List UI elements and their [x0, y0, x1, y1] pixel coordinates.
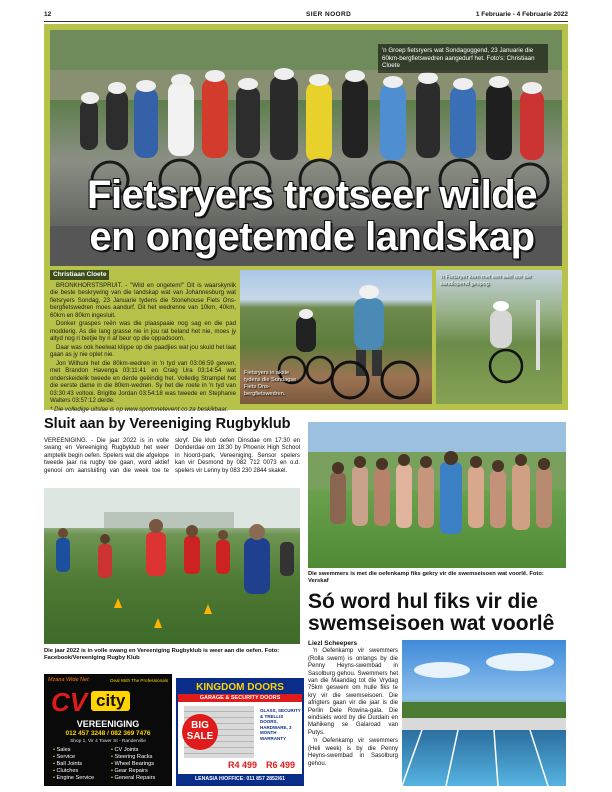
service-item: • Sales	[53, 747, 94, 754]
rugby-article: VEREENIGING. - Die jaar 2022 is in volle swang en Vereeniging Rugbyklub het weer amptelik begin oefen. Spelers wat die afgelope tweede jaar na rugby toe gaan, word aktief genooi om aansluiting van die week toe te skryf. Die klub oefen Dinsdae om 17:30 en Donderdae om 18:30 by Phoenix High School in Noord-park, Vereeniging. Sensor spelers kan vir Desmond by 082 712 0073 en o.d. spelers vir Lenny by 083 230 2844 skakel.	[44, 438, 300, 474]
price-2: R6 499	[266, 760, 296, 770]
swimming-pool-photo	[402, 640, 566, 786]
headline-line-1: Fietsryers trotseer wilde	[87, 173, 537, 217]
headline-line-2: en ongetemde landskap	[89, 215, 535, 259]
logo-city-text: city	[91, 691, 130, 711]
cyclists-action-photo	[240, 270, 432, 404]
cyclist-sand-illustration	[436, 270, 562, 404]
rugby-headline: Sluit aan by Vereeniging Rugbyklub	[44, 416, 291, 432]
big-sale-badge: BIG SALE	[182, 714, 218, 750]
cyclist-sand-photo	[436, 270, 562, 404]
service-item: • CV Joints	[111, 747, 155, 754]
kingdom-doors-advert	[176, 678, 304, 786]
lead-headline	[62, 174, 562, 258]
swim-paragraph: 'n Oefenkamp vir swemmers (Rolla swem) is onlangs by die Penny Heyns-swembad in Sasolburg gehou. Swemmers het van die Maandag tot die Vrydag 75km geswem om hulle fiks te kry vir die swemseisoen. Die afrigters gaan vir die jaar is die Perlin Dele Rowina-gala. Die eindsiels word by die Durdain en Mahikeng se Galaroad van Putys.	[308, 648, 398, 736]
lead-body	[50, 270, 236, 413]
swimmers-group-illustration	[308, 422, 566, 568]
service-item: • General Repairs	[111, 775, 155, 782]
ad-brand: KINGDOM DOORS	[178, 680, 302, 694]
photo3-caption: 'n Fietsryer kom met een wiel oor die sandlopend gespog.	[440, 274, 532, 287]
service-item: • Wheel Bearings	[111, 761, 155, 768]
ad-office-phone: LENASIA H/OFFICE: 011 857 2852/61	[178, 774, 302, 784]
swim-author: Liezl Scheepers	[308, 640, 358, 647]
lead-photo-caption: 'n Groep fietsryers wat Sondagoggend, 23 Januarie die 60km-bergfietswedren aangedurf het. Foto's: Christiaan Cloete	[378, 44, 548, 73]
lead-story	[44, 24, 568, 413]
byline: Christiaan Cloete	[50, 270, 109, 280]
paper-name: SIER NOORD	[306, 11, 352, 18]
service-item: • Clutches	[53, 768, 94, 775]
photo2-caption: Fietsryers in aksie tydens die Sondagse Fiets Ons-bergfietswedren.	[244, 370, 297, 397]
lead-paragraph: Jon Wilhuni het die 80km-wedren in 'n tyd van 03:06:59 gewen, met Brandon Havenga 03:11:41 en Craig Ura 03:14:54 wat onderskeidelik tweede en derde geëindig het. Volledig Strampel het die eerste dame in die 80km-wedren. Sy het die roete in 'n tyd van 03:30:43 voltooi. Brigitte Jordan 03:54:18 was tweede en Stephanie Walters 03:57:12 derde.	[50, 359, 236, 404]
service-item: • Gear Repairs	[111, 768, 155, 775]
ad-tagline: Mzana Wide Net	[48, 677, 89, 683]
results-note: * Die volledige uitslae is op www.sportonetevent.co.za beskikbaar.	[50, 405, 229, 413]
pool-illustration	[402, 640, 566, 786]
service-item: • Service	[53, 754, 94, 761]
ad-slogan: Deal With The Professionals	[110, 678, 168, 683]
service-item: • Steering Racks	[111, 754, 155, 761]
service-item: • Ball Joints	[53, 761, 94, 768]
price-1: R4 499	[228, 760, 258, 770]
ad-subtitle: GARAGE & SECURITY DOORS	[178, 694, 302, 702]
ad-town: VEREENIGING	[76, 719, 140, 729]
page-number: 12	[44, 11, 52, 18]
services-list-left	[53, 747, 94, 782]
folio-header	[44, 10, 568, 22]
issue-date: 1 Februarie - 4 Februarie 2022	[475, 11, 568, 18]
ad-address: Shop 1, Vir 4 Tower St - Randerville	[70, 739, 146, 744]
lead-paragraph: Daar was ook heelwat klippe op die paadjies wat jou skuld het laat gaan as jy nie oplet nie.	[50, 343, 236, 358]
rugby-players-illustration	[44, 488, 300, 644]
swim-paragraph: 'n Oefenkamp vir swemmers (Heli week) is by die Penny Heyns-swembad in Sasolburg gehou.	[308, 738, 398, 767]
lead-paragraph: Donker graspes reën was die plaaspaaie nog sag en die pad modderig. As die lang grasse nie in jou rat beland het nie, moes jy altyd nog ri bietjie by ri af beur op die oppadsoom.	[50, 320, 236, 342]
ad-features: GLASS, SECURITY & TRELLIS DOORS, HARDWARE, 3 MONTH WARRANTY	[260, 708, 301, 741]
services-list-right	[111, 747, 155, 782]
lead-paragraph: BRONKHORSTSPRUIT. - "Wild en ongetem!" Dit is waarskynlik die beste beskrywing van die landskap wat van Johannesburg wat fietsryers Sondag, 23 Januarie tydens die Stonehouse Fiets Ons-bergfietswedren moes aandurf. Dit het wedrenne van 10km, 40km, 60km en 80km ingesluit.	[50, 281, 236, 319]
rugby-training-photo	[44, 488, 300, 644]
swim-photo-caption: Die swemmers is met die oefenkamp fiks gekry vir die swemseisoen wat voorlê. Foto: Verskaf	[308, 571, 544, 585]
swim-headline: Só word hul fiks vir die swemseisoen wat voorlê	[308, 590, 555, 635]
ad-phones: 012 457 3248 / 082 369 7476	[65, 730, 151, 737]
cv-city-logo	[49, 687, 169, 717]
rugby-photo-caption: Die jaar 2022 is in volle swang en Vereeniging Rugbyklub is weer aan die oefen. Foto: Facebook/Vereeniging Rugby Klub	[44, 648, 280, 662]
cv-city-advert	[44, 674, 172, 786]
swim-article	[308, 640, 398, 788]
swimmers-group-photo	[308, 422, 566, 568]
service-item: • Engine Service	[53, 775, 94, 782]
logo-cv-text: CV	[51, 687, 88, 717]
